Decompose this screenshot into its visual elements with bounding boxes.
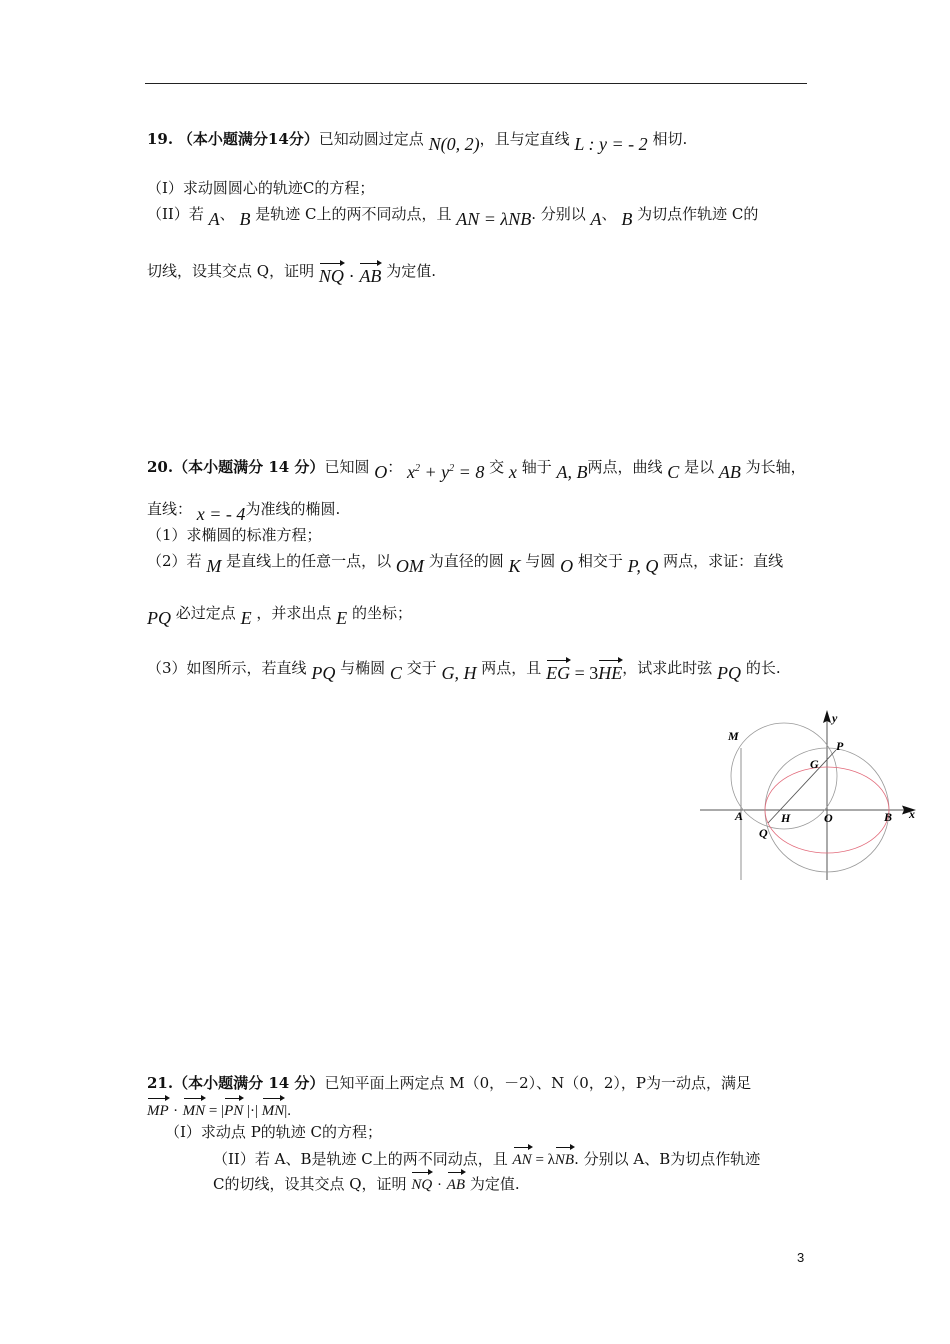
- label-h: H: [781, 811, 791, 825]
- label-y: y: [832, 711, 838, 725]
- label-x: x: [909, 807, 915, 821]
- q19-part1: （I）求动圆圆心的轨迹C的方程；: [147, 179, 375, 197]
- q20-figure: [698, 708, 923, 883]
- line-l: L : y = - 2: [574, 134, 648, 154]
- vector-nq: NQ: [319, 261, 344, 286]
- q21-part2-line2: C的切线，设其交点 Q，证明 NQ · AB 为定值.: [213, 1170, 520, 1195]
- vector-mp: MP: [147, 1096, 169, 1121]
- vector-eg: EG: [546, 658, 570, 683]
- vector-nq-21: NQ: [411, 1170, 432, 1195]
- vector-ab: AB: [359, 261, 381, 286]
- q19-number: 19.: [147, 130, 174, 148]
- vector-ab-21: AB: [447, 1170, 465, 1195]
- q21-line1: 21.（本小题满分 14 分）已知平面上两定点 M（0，－2）、N（0，2），P为一动点，满足: [147, 1074, 751, 1092]
- label-a: A: [735, 809, 744, 823]
- q20-header: （本小题满分 14 分）: [173, 458, 325, 476]
- label-g: G: [810, 757, 819, 771]
- q21-line2: MP · MN = |PN |·| MN|.: [147, 1096, 291, 1121]
- q20-part2-line1: （2）若 M 是直线上的任意一点，以 OM 为直径的圆 K 与圆 O 相交于 P, Q 两点，求证：直线: [147, 552, 784, 576]
- q20-part1: （1）求椭圆的标准方程；: [147, 526, 322, 544]
- label-q: Q: [759, 826, 768, 840]
- vector-mn: MN: [183, 1096, 206, 1121]
- label-p: P: [836, 739, 844, 753]
- q21-number: 21.: [147, 1074, 174, 1092]
- q19-header: （本小题满分14分）: [177, 130, 319, 148]
- vector-an: AN: [513, 1145, 532, 1170]
- q20-number: 20.: [147, 458, 174, 476]
- q19-part2-line2: 切线，设其交点 Q，证明 NQ · AB 为定值.: [147, 262, 436, 286]
- vector-pn: PN: [224, 1096, 243, 1121]
- page-number: 3: [797, 1250, 805, 1265]
- directrix: x = - 4: [196, 504, 246, 524]
- header-rule: [145, 83, 807, 84]
- vector-he: HE: [598, 658, 622, 683]
- label-o: O: [824, 811, 833, 825]
- q21-header: （本小题满分 14 分）: [173, 1074, 325, 1092]
- label-b: B: [884, 810, 893, 824]
- q21-part2-line1: （II）若 A、B是轨迹 C上的两不同动点，且 AN = λNB. 分别以 A、B为切点作轨迹: [213, 1145, 760, 1170]
- q19-part2-line1: （II）若 A、 B 是轨迹 C上的两不同动点，且 AN = λNB. 分别以 A、 B 为切点作轨迹 C的: [147, 205, 759, 229]
- q20-part3: （3）如图所示，若直线 PQ 与椭圆 C 交于 G, H 两点，且 EG = 3HE，试求此时弦 PQ 的长.: [147, 659, 781, 683]
- label-m: M: [728, 729, 739, 743]
- q20-part2-line2: PQ 必过定点 E ，并求出点 E 的坐标；: [147, 604, 412, 628]
- q20-line1: 20.（本小题满分 14 分）已知圆 O： $x^2 + y^2 = 8$ 交 x 轴于 A, B两点，曲线 C 是以 AB 为长轴，: [147, 458, 806, 482]
- q19-line1: 19. （本小题满分14分）已知动圆过定点 N(0, 2)，且与定直线 L : y = - 2 相切.: [147, 130, 688, 154]
- condition-an-nb: AN = λNB: [456, 209, 532, 229]
- q21-part1: （I）求动点 P的轨迹 C的方程；: [165, 1123, 383, 1141]
- point-n: N(0, 2): [428, 134, 480, 154]
- vector-nb: NB: [555, 1145, 574, 1170]
- circle-equation: $x^2 + y^2 = 8$: [407, 462, 485, 482]
- q20-line2: 直线： x = - 4为准线的椭圆.: [147, 500, 341, 524]
